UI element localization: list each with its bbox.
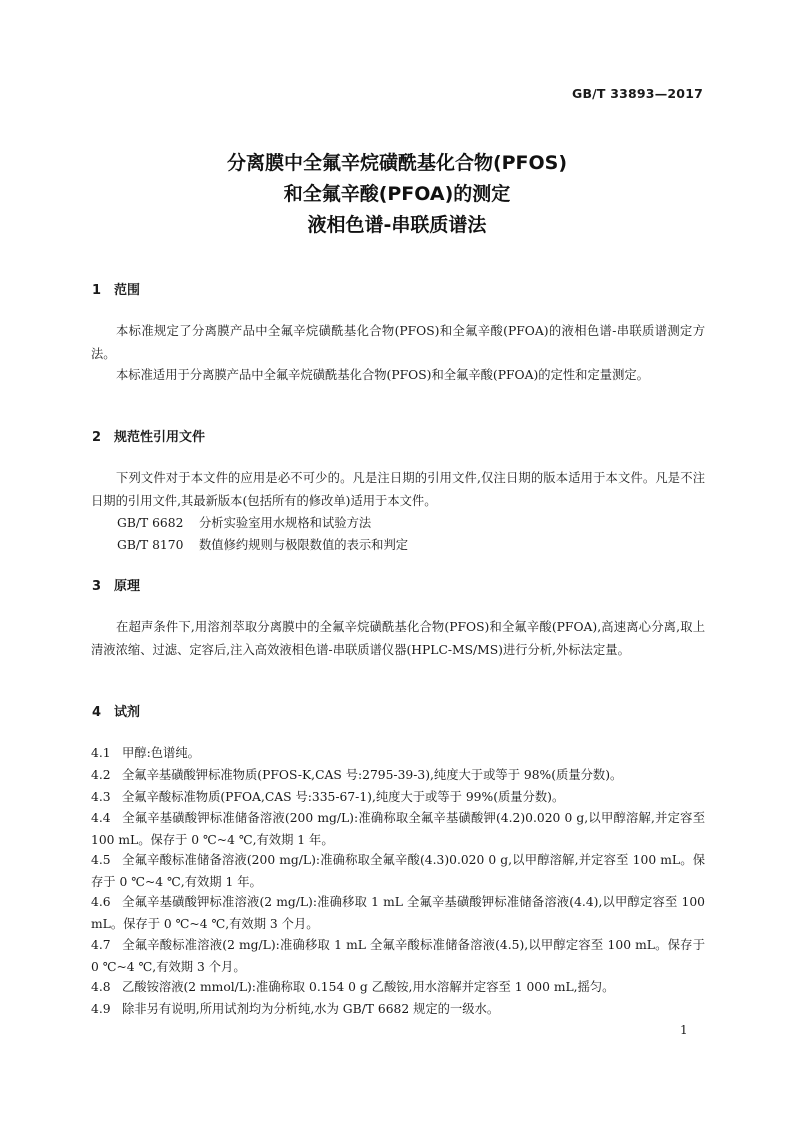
references-paragraph: 下列文件对于本文件的应用是必不可少的。凡是注日期的引用文件,仅注日期的版本适用于本文件。凡是不注日期的引用文件,其最新版本(包括所有的修改单)适用于本文件。 [91,471,705,508]
page-number: 1 [680,1023,688,1037]
reagent-item [91,977,705,999]
reagent-item [91,850,705,893]
item-text: 全氟辛基磺酸钾标准溶液(2 mg/L):准确移取 1 mL 全氟辛基磺酸钾标准储备溶液(4.4),以甲醇定容至 100 mL。保存于 0 ℃~4 ℃,有效期 3 个月。 [91,895,705,931]
item-number: 4.7 [91,938,111,952]
reagent-item [91,892,705,935]
reagent-item [91,787,705,809]
document-title-line-1: 分离膜中全氟辛烷磺酰基化合物(PFOS) [226,152,568,174]
item-number: 4.6 [91,895,111,909]
item-text: 全氟辛基磺酸钾标准物质(PFOS-K,CAS 号:2795-39-3),纯度大于或等于 98%(质量分数)。 [122,768,623,782]
section-heading-reagents [92,705,140,721]
reagent-item [91,935,705,978]
item-text: 除非另有说明,所用试剂均为分析纯,水为 GB/T 6682 规定的一级水。 [122,1002,500,1016]
document-title-line-2: 和全氟辛酸(PFOA)的测定 [283,183,511,205]
scope-paragraph-1: 本标准规定了分离膜产品中全氟辛烷磺酰基化合物(PFOS)和全氟辛酸(PFOA)的液相色谱-串联质谱测定方法。 [91,324,705,361]
item-number: 4.4 [91,811,111,825]
section-heading-normative-references [92,430,205,446]
item-number: 4.3 [91,790,111,804]
reagent-item [91,999,705,1021]
item-text: 全氟辛酸标准物质(PFOA,CAS 号:335-67-1),纯度大于或等于 99%(质量分数)。 [122,790,565,804]
section-heading-principle [92,579,140,595]
item-number: 4.2 [91,768,111,782]
item-number: 4.9 [91,1002,111,1016]
reference-title: 分析实验室用水规格和试验方法 [199,516,372,530]
section-title: 规范性引用文件 [114,430,206,445]
item-number: 4.1 [91,746,111,760]
reference-item [117,537,408,553]
item-text: 乙酸铵溶液(2 mmol/L):准确称取 0.154 0 g 乙酸铵,用水溶解并定容至 1 000 mL,摇匀。 [122,980,615,994]
item-text: 全氟辛基磺酸钾标准储备溶液(200 mg/L):准确称取全氟辛基磺酸钾(4.2)0.020 0 g,以甲醇溶解,并定容至 100 mL。保存于 0 ℃~4 ℃,有效期 1 年。 [91,811,705,847]
section-number: 4 [92,705,102,720]
principle-paragraph: 在超声条件下,用溶剂萃取分离膜中的全氟辛烷磺酰基化合物(PFOS)和全氟辛酸(PFOA),高速离心分离,取上清液浓缩、过滤、定容后,注入高效液相色谱-串联质谱仪器(HPLC-MS/MS)进行分析,外标法定量。 [91,620,705,657]
reference-item [117,515,371,531]
item-number: 4.8 [91,980,111,994]
reagent-item [91,743,705,765]
reagent-item [91,808,705,851]
section-number: 3 [92,579,102,594]
reference-code: GB/T 8170 [117,538,184,552]
item-text: 全氟辛酸标准溶液(2 mg/L):准确移取 1 mL 全氟辛酸标准储备溶液(4.5),以甲醇定容至 100 mL。保存于 0 ℃~4 ℃,有效期 3 个月。 [91,938,705,974]
section-heading-scope [92,283,140,299]
section-title: 试剂 [114,705,141,720]
item-text: 甲醇:色谱纯。 [122,746,200,760]
section-title: 范围 [114,283,141,298]
item-text: 全氟辛酸标准储备溶液(200 mg/L):准确称取全氟辛酸(4.3)0.020 0 g,以甲醇溶解,并定容至 100 mL。保存于 0 ℃~4 ℃,有效期 1 年。 [91,853,705,889]
document-title-line-3: 液相色谱-串联质谱法 [307,214,487,236]
scope-paragraph-2: 本标准适用于分离膜产品中全氟辛烷磺酰基化合物(PFOS)和全氟辛酸(PFOA)的定性和定量测定。 [116,368,649,382]
section-number: 1 [92,283,102,298]
reagent-item [91,765,705,787]
standard-number: GB/T 33893—2017 [571,86,703,101]
item-number: 4.5 [91,853,111,867]
section-number: 2 [92,430,102,445]
reference-code: GB/T 6682 [117,516,184,530]
section-title: 原理 [114,579,141,594]
reference-title: 数值修约规则与极限数值的表示和判定 [199,538,409,552]
